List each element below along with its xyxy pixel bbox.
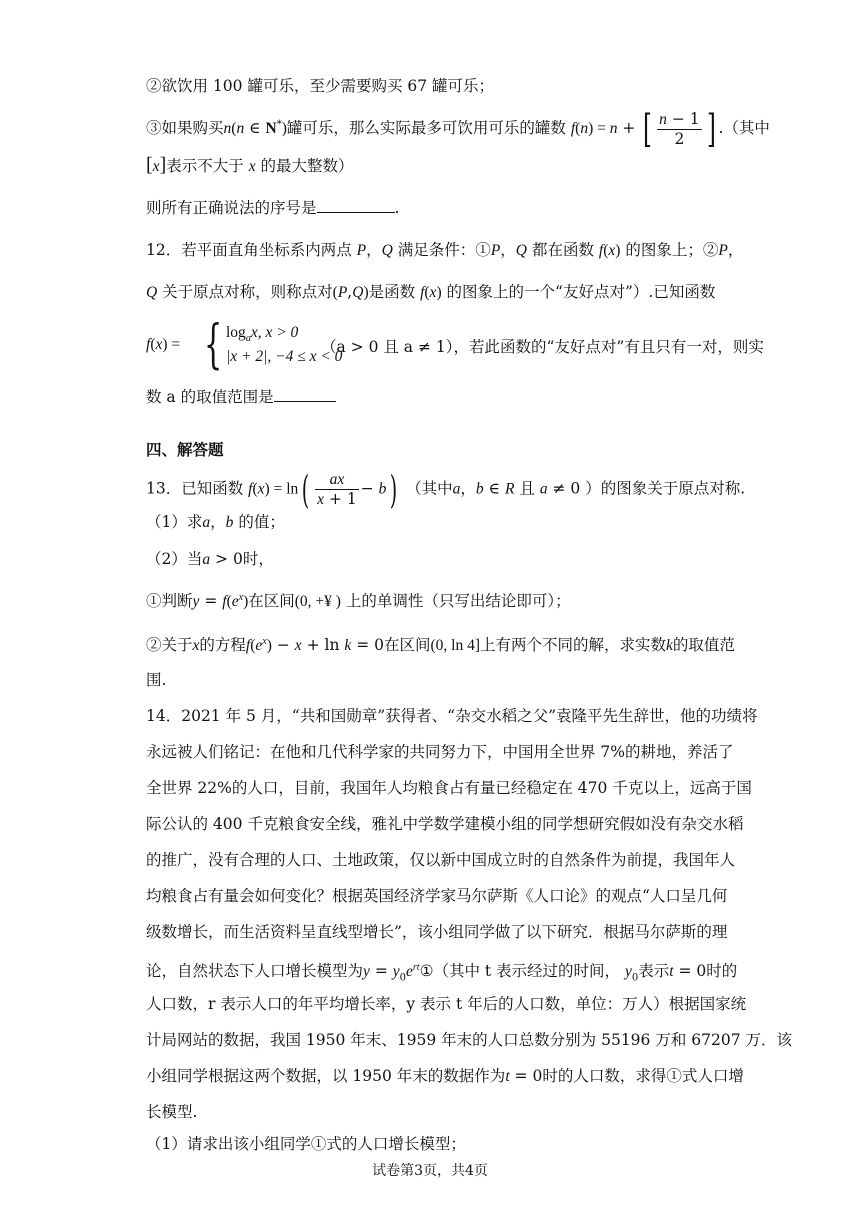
q13-sub-2-cont: 围. (146, 671, 167, 689)
q14-line-7: 级数增长，而生活资料呈直线型增长”，该小组同学做了以下研究．根据马尔萨斯的理 (146, 923, 728, 941)
q13-sub-2: ②关于x的方程$f(e^x) - x + \ln k = 0$在区间(0, ln 4]上有两个不同的解，求实数k的取值范 (146, 636, 735, 655)
piecewise-function: f(x) = { $\log_ax$, x > 0 |x + 2|, −4 ≤ x < 0 （a > 0 且 a ≠ 1），若此函数的“友好点对”有且只有一对，则实 (146, 315, 764, 375)
q13-part-2: （2）当a > 0时， (146, 550, 274, 568)
q14-line-12: 长模型. (146, 1103, 198, 1121)
q13-line-1: 13．已知函数 f(x) = ln( $\frac{ax}{x + 1}$ − b) （其中a，b ∈ R 且 a ≠ 0 ）的图象关于原点对称. (146, 467, 746, 512)
q14-line-10: 计局网站的数据，我国 1950 年末、1959 年末的人口总数分别为 55196 万和 67207 万．该 (146, 1031, 792, 1049)
item-3-cont: [x]表示不大于 x 的最大整数） (146, 154, 354, 176)
q14-line-2: 永远被人们铭记：在他和几代科学家的共同努力下，中国用全世界 7%的耕地，养活了 (146, 743, 734, 761)
case-1: $\log_ax$, x > 0 (226, 324, 299, 345)
page-footer: 试卷第3页，共4页 (372, 1163, 488, 1179)
answer-blank (274, 401, 336, 402)
q13-part-1: （1）求a，b 的值； (146, 513, 285, 531)
q14-line-9: 人口数，r 表示人口的年平均增长率，y 表示 t 年后的人口数，单位：万人）根据国家统 (146, 995, 747, 1013)
q14-line-5: 的推广，没有合理的人口、土地政策，仅以新中国成立时的自然条件为前提，我国年人 (146, 851, 736, 869)
q12-line-4: 数 a 的取值范围是 (146, 387, 820, 407)
q14-line-6: 均粮食占有量会如何变化？根据英国经济学家马尔萨斯《人口论》的观点“人口呈几何 (146, 887, 728, 905)
q14-line-3: 全世界 22%的人口，目前，我国年人均粮食占有量已经稳定在 470 千克以上，远高于国 (146, 779, 752, 797)
q12-line-2: Q 关于原点对称，则称点对(P,Q)是函数 f(x) 的图象上的一个“友好点对”）.已知函数 (146, 283, 716, 301)
q12-condition: （a > 0 且 a ≠ 1），若此函数的“友好点对”有且只有一对，则实 (321, 338, 764, 356)
item-3: ③如果购买n(n ∈ N*)罐可乐，那么实际最多可饮用可乐的罐数 f(n) = n + [ $\frac{n - 1}{2}$ ] .（其中 (146, 107, 770, 151)
case-2: |x + 2|, −4 ≤ x < 0 (226, 348, 343, 365)
q11-answer-line: 则所有正确说法的序号是 . (146, 199, 400, 217)
q14-line-1: 14．2021 年 5 月，“共和国勋章”获得者、“杂交水稻之父”袁隆平先生辞世，他的功绩将 (146, 707, 758, 725)
q12-line-1: 12．若平面直角坐标系内两点 P，Q 满足条件：①P，Q 都在函数 f(x) 的图象上；②P， (146, 241, 744, 259)
item-2: ②欲饮用 100 罐可乐，至少需要购买 67 罐可乐； (146, 77, 495, 95)
q14-part-1: （1）请求出该小组同学①式的人口增长模型； (146, 1135, 466, 1153)
fraction-ax-over-x-plus-1: $\frac{ax}{x + 1}$ (317, 471, 357, 508)
q13-sub-1: ①判断$y = f(e^x)$在区间(0, +¥ ) 上的单调性（只写出结论即可）； (146, 592, 571, 611)
q14-line-4: 际公认的 400 千克粮食安全线，雅礼中学数学建模小组的同学想研究假如没有杂交水稻 (146, 815, 744, 833)
q14-line-8: 论，自然状态下人口增长模型为$y = y_0e^{rt}①$（其中 t 表示经过的时间， $y_0$表示t = 0时的 (146, 962, 738, 984)
answer-blank (317, 212, 395, 213)
q14-line-11: 小组同学根据这两个数据，以 1950 年末的数据作为t = 0时的人口数，求得①式人口增 (146, 1067, 744, 1085)
fraction-n-1-over-2: $\frac{n - 1}{2}$ (659, 110, 700, 148)
section-heading: 四、解答题 (146, 441, 224, 459)
